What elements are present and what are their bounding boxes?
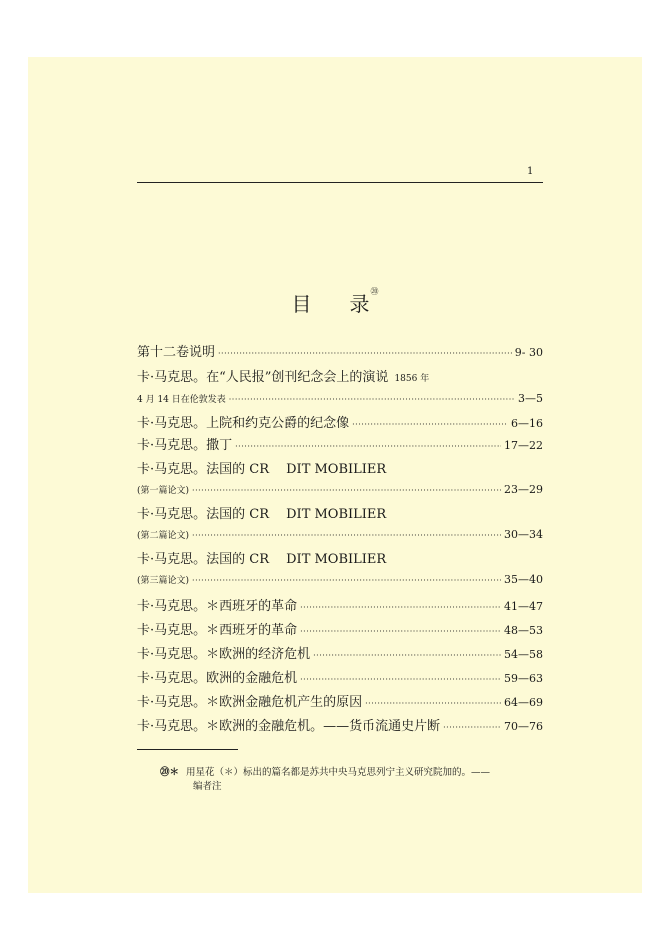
toc-entry: [137, 345, 543, 362]
toc-entry-title: 卡·马克思。＊欧洲的经济危机: [137, 647, 311, 662]
toc-entry-pages: 9- 30: [514, 346, 543, 359]
toc-entry-title: 卡·马克思。在“人民报”创刊纪念会上的演说: [137, 370, 389, 385]
footnote-attribution: 编者注: [193, 781, 222, 792]
toc-leader: [443, 720, 501, 736]
title-char-right: 录: [349, 292, 370, 316]
toc-leader: [235, 439, 501, 455]
toc-entry-pages: 64—69: [504, 696, 543, 709]
toc-leader: [300, 600, 501, 616]
toc-entry: [137, 416, 543, 433]
toc-entry: [137, 462, 543, 499]
toc-entry-pages: 59—63: [504, 672, 543, 685]
toc-entry-title: 卡·马克思。法国的 CR DIT MOBILIER: [137, 507, 387, 522]
title-footnote-mark: ⑳: [370, 287, 379, 296]
page-number: 1: [527, 166, 534, 177]
toc-leader: [229, 392, 515, 408]
toc-entry-pages: 70—76: [504, 720, 543, 733]
footnote-text: 用星花（＊）标出的篇名都是苏共中央马克思列宁主义研究院加的。——: [186, 767, 491, 778]
toc-entry-title: 卡·马克思。＊欧洲的金融危机。——货币流通史片断: [137, 719, 441, 734]
toc-entry-title: 卡·马克思。＊西班牙的革命: [137, 623, 298, 638]
toc-entry-subtitle: (第三篇论文): [137, 576, 190, 586]
toc-entry-pages: 23—29: [504, 483, 543, 496]
toc-leader: [365, 696, 501, 712]
toc-entry: [137, 438, 543, 455]
header-rule: [137, 182, 543, 183]
footnote-mark: ⑳＊: [160, 767, 180, 778]
toc-entry-title: 卡·马克思。上院和约克公爵的纪念像: [137, 416, 350, 431]
toc-leader: [300, 624, 501, 640]
toc-entry: [137, 507, 543, 544]
toc-entry-pages: 48—53: [504, 624, 543, 637]
toc-leader: [192, 573, 501, 589]
title-char-left: 目: [291, 292, 312, 316]
toc-leader: [300, 672, 501, 688]
page-title: [0, 288, 670, 317]
toc-leader: [192, 483, 501, 499]
toc-entry-pages: 30—34: [504, 528, 543, 541]
toc-entry: [137, 370, 543, 408]
toc-entry: [137, 552, 543, 589]
toc-entry-pages: 41—47: [504, 600, 543, 613]
toc-entry-pages: 54—58: [504, 648, 543, 661]
toc-entry: [137, 671, 543, 688]
toc-entry-title: 卡·马克思。法国的 CR DIT MOBILIER: [137, 462, 387, 477]
toc-entry: [137, 599, 543, 616]
toc-entry: [137, 623, 543, 640]
toc-entry-title: 第十二卷说明: [137, 345, 216, 360]
toc-entry-title: 卡·马克思。＊欧洲金融危机产生的原因: [137, 695, 363, 710]
toc-entry-subtitle: 4 月 14 日在伦敦发表: [137, 395, 226, 405]
toc-entry: [137, 647, 543, 664]
toc-entry-pages: 3—5: [518, 392, 543, 405]
toc-entry-subtitle: (第一篇论文): [137, 486, 190, 496]
toc-entry-title: 卡·马克思。撒丁: [137, 438, 233, 453]
toc-leader: [192, 528, 501, 544]
toc-entry-pages: 17—22: [504, 439, 543, 452]
toc-entry-pages: 6—16: [511, 417, 543, 430]
toc-entry-title: 卡·马克思。欧洲的金融危机: [137, 671, 298, 686]
toc-entry-subtitle: (第二篇论文): [137, 531, 190, 541]
footnote: [160, 766, 550, 794]
footnote-rule: [137, 749, 238, 750]
toc-leader: [352, 417, 508, 433]
toc-leader: [218, 346, 512, 362]
toc-entry-title: 卡·马克思。法国的 CR DIT MOBILIER: [137, 552, 387, 567]
toc-entry-date: 1856 年: [394, 374, 430, 384]
toc-entry-pages: 35—40: [504, 573, 543, 586]
toc-entry-title: 卡·马克思。＊西班牙的革命: [137, 599, 298, 614]
toc-entry: [137, 695, 543, 712]
toc-entry: [137, 719, 543, 736]
toc-leader: [313, 648, 501, 664]
